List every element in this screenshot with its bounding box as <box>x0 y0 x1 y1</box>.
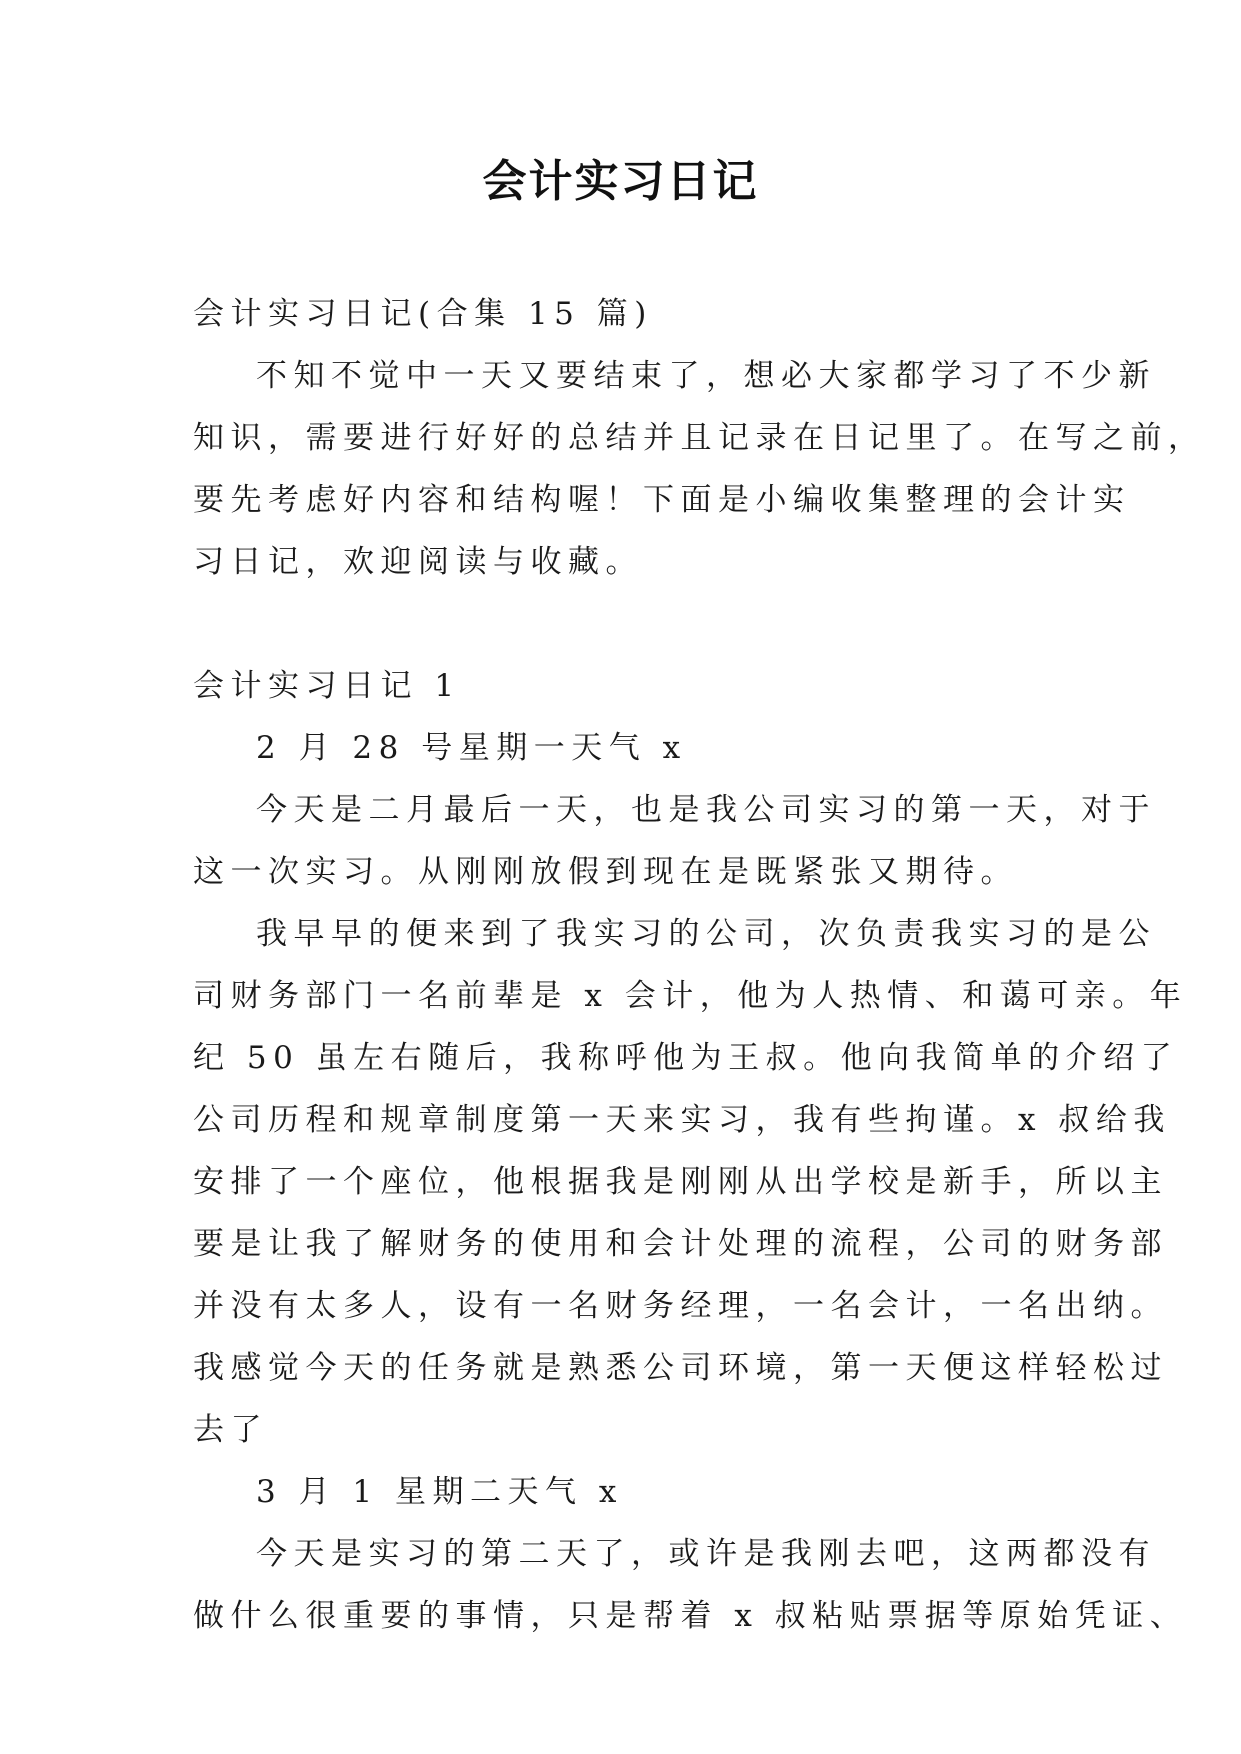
paragraph-line: 我感觉今天的任务就是熟悉公司环境，第一天便这样轻松过 <box>193 1350 1168 1386</box>
paragraph-line: 我早早的便来到了我实习的公司，次负责我实习的是公 <box>256 916 1156 952</box>
intro-paragraph-line: 知识，需要进行好好的总结并且记录在日记里了。在写之前， <box>193 420 1206 456</box>
heading-collection: 会计实习日记(合集 15 篇) <box>193 296 653 332</box>
date-line-mar-1: 3 月 1 星期二天气 x <box>256 1474 623 1510</box>
paragraph-line: 并没有太多人，设有一名财务经理，一名会计，一名出纳。 <box>193 1288 1168 1324</box>
paragraph-line: 要是让我了解财务的使用和会计处理的流程，公司的财务部 <box>193 1226 1168 1262</box>
document-body <box>193 283 1206 1647</box>
date-line-feb-28: 2 月 28 号星期一天气 x <box>256 730 687 766</box>
paragraph-line: 去了 <box>193 1412 268 1448</box>
paragraph-line: 公司历程和规章制度第一天来实习，我有些拘谨。x 叔给我 <box>193 1102 1171 1138</box>
paragraph-line: 今天是二月最后一天，也是我公司实习的第一天，对于 <box>256 792 1156 828</box>
document-title: 会计实习日记 <box>482 156 759 207</box>
intro-paragraph-line: 习日记，欢迎阅读与收藏。 <box>193 544 643 580</box>
intro-paragraph-line: 不知不觉中一天又要结束了，想必大家都学习了不少新 <box>256 358 1156 394</box>
paragraph-line: 司财务部门一名前辈是 x 会计，他为人热情、和蔼可亲。年 <box>193 978 1188 1014</box>
paragraph-line: 这一次实习。从刚刚放假到现在是既紧张又期待。 <box>193 854 1018 890</box>
paragraph-line: 纪 50 虽左右随后，我称呼他为王叔。他向我简单的介绍了 <box>193 1040 1179 1076</box>
paragraph-line: 今天是实习的第二天了，或许是我刚去吧，这两都没有 <box>256 1536 1156 1572</box>
paragraph-line: 做什么很重要的事情，只是帮着 x 叔粘贴票据等原始凭证、 <box>193 1598 1188 1634</box>
paragraph-line: 安排了一个座位，他根据我是刚刚从出学校是新手，所以主 <box>193 1164 1168 1200</box>
blank-line <box>193 593 1053 655</box>
diary-heading-1: 会计实习日记 1 <box>193 668 461 704</box>
intro-paragraph-line: 要先考虑好内容和结构喔！下面是小编收集整理的会计实 <box>193 482 1131 518</box>
